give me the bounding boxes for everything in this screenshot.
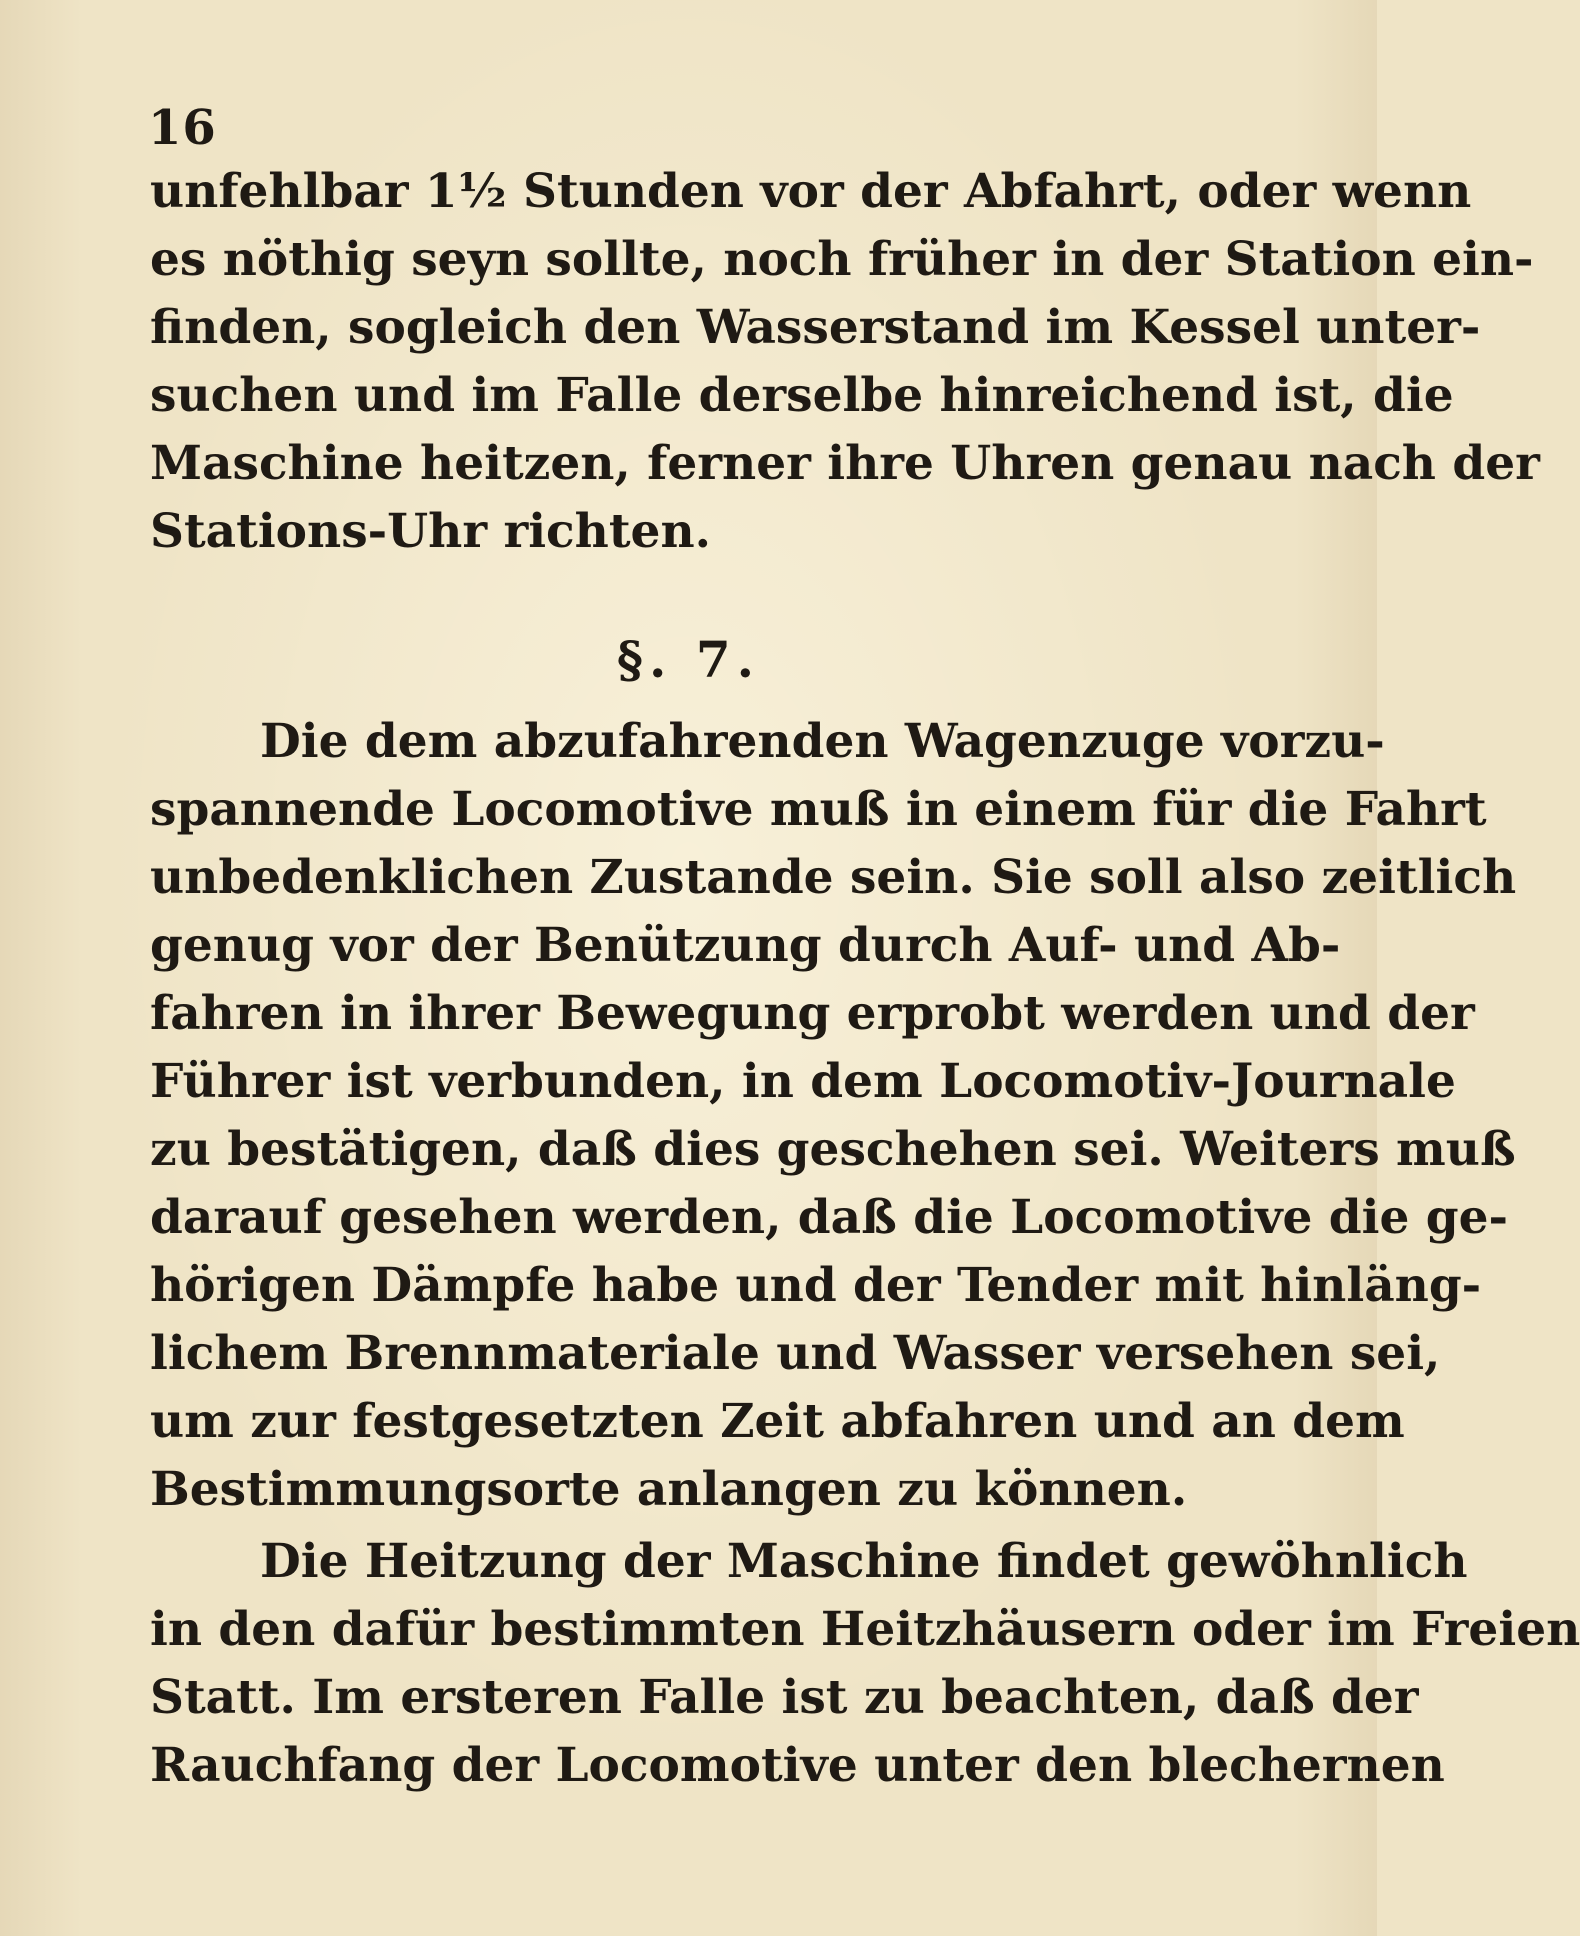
text-line: es nöthig seyn sollte, noch früher in der Station ein- [150,232,1534,287]
text-line: Bestimmungsorte anlangen zu können. [150,1462,1188,1517]
text-line: Stations-Uhr richten. [150,504,711,559]
paragraph-1 [150,158,1540,566]
section-heading: §. 7. [616,630,761,689]
paragraph-2 [150,708,1517,1524]
text-line: Die Heitzung der Maschine findet gewöhnlich [260,1534,1468,1589]
text-line: zu bestätigen, daß dies geschehen sei. Weiters muß [150,1122,1516,1177]
text-line: finden, sogleich den Wasserstand im Kessel unter- [150,300,1481,355]
text-line: genug vor der Benützung durch Auf- und Ab- [150,918,1341,973]
text-line: Die dem abzufahrenden Wagenzuge vorzu- [260,714,1385,769]
text-line: darauf gesehen werden, daß die Locomotive die ge- [150,1190,1509,1245]
text-line: unfehlbar 1½ Stunden vor der Abfahrt, oder wenn [150,164,1472,219]
text-line: Führer ist verbunden, in dem Locomotiv-Journale [150,1054,1456,1109]
page-number: 16 [148,100,217,156]
text-line: Maschine heitzen, ferner ihre Uhren genau nach der [150,436,1540,491]
text-line: spannende Locomotive muß in einem für die Fahrt [150,782,1487,837]
text-line: hörigen Dämpfe habe und der Tender mit hinläng- [150,1258,1482,1313]
text-line: um zur festgesetzten Zeit abfahren und an dem [150,1394,1405,1449]
text-line: Rauchfang der Locomotive unter den blechernen [150,1738,1445,1793]
text-line: suchen und im Falle derselbe hinreichend ist, die [150,368,1454,423]
text-line: unbedenklichen Zustande sein. Sie soll also zeitlich [150,850,1517,905]
paragraph-3 [150,1528,1580,1800]
text-line: fahren in ihrer Bewegung erprobt werden und der [150,986,1475,1041]
text-line: in den dafür bestimmten Heitzhäusern oder im Freien [150,1602,1580,1657]
text-line: Statt. Im ersteren Falle ist zu beachten, daß der [150,1670,1419,1725]
text-line: lichem Brennmateriale und Wasser versehen sei, [150,1326,1441,1381]
